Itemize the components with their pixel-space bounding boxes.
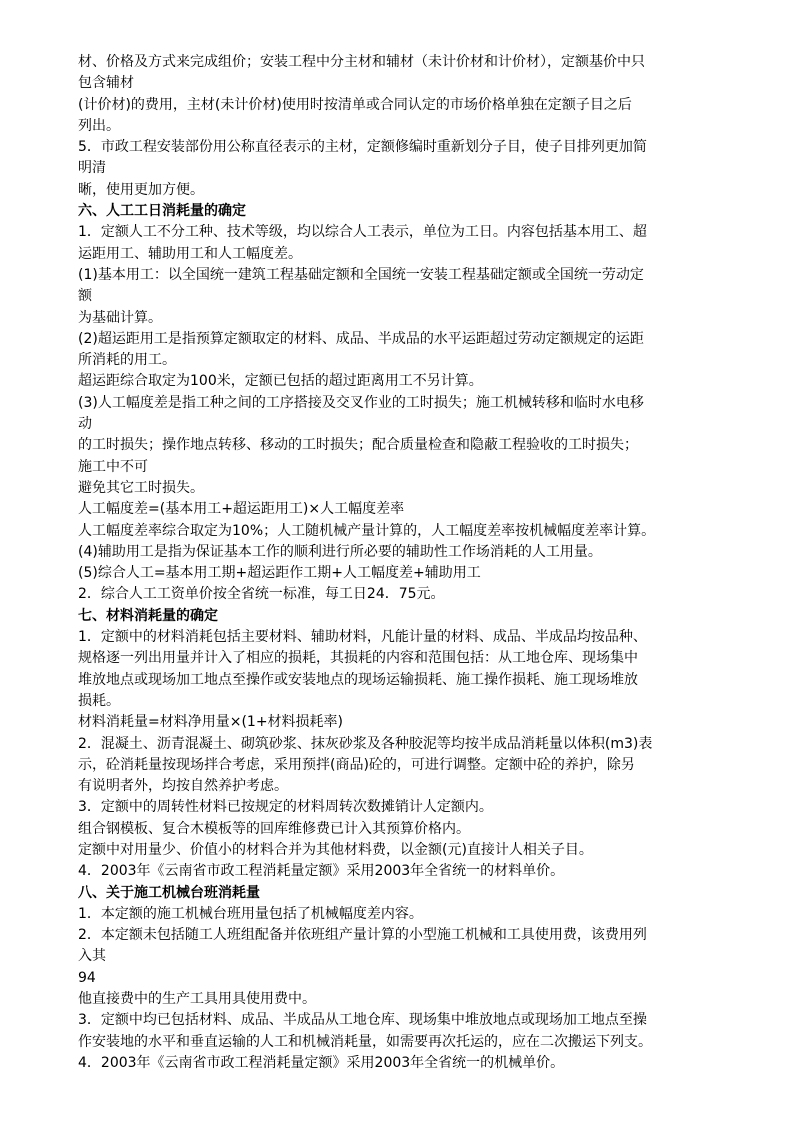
text-line: (3)人工幅度差是指工种之间的工序搭接及交叉作业的工时损失；施工机械转移和临时水电移: [78, 394, 644, 411]
text-line: 他直接费中的生产工具用具使用费中。: [78, 991, 316, 1008]
text-line: 2．本定额未包括随工人班组配备并依班组产量计算的小型施工机械和工具使用费，该费用列: [78, 927, 647, 944]
text-line: 动: [78, 416, 92, 433]
text-line: 材、价格及方式来完成组价；安装工程中分主材和辅材（未计价材和计价材），定额基价中只: [78, 54, 645, 70]
text-line: 施工中不可: [78, 458, 148, 475]
text-line: 组合钢模板、复合木模板等的回库维修费已计入其预算价格内。: [78, 820, 470, 837]
text-line: 定额中对用量少、价值小的材料合并为其他材料费，以金额(元)直接计人相关子目。: [78, 841, 593, 858]
section-heading: 七、材料消耗量的确定: [78, 607, 218, 624]
text-line: 运距用工、辅助用工和人工幅度差。: [78, 245, 302, 262]
text-line: 堆放地点或现场加工地点至操作或安装地点的现场运输损耗、施工操作损耗、施工现场堆放: [78, 671, 638, 688]
text-line: (计价材)的费用，主材(未计价材)使用时按清单或合同认定的市场价格单独在定额子目之后: [78, 96, 632, 113]
text-line: 有说明者外，均按自然养护考虑。: [78, 778, 288, 795]
text-line: 额: [78, 288, 92, 305]
text-line: 4．2003年《云南省市政工程消耗量定额》采用2003年全省统一的机械单价。: [78, 1054, 565, 1071]
text-line: 超运距综合取定为100米，定额已包括的超过距离用工不另计算。: [78, 373, 483, 390]
text-line: 明清: [78, 160, 106, 177]
text-line: 材料消耗量=材料净用量×(1+材料损耗率): [78, 714, 344, 731]
text-line: 入其: [78, 948, 106, 965]
text-line: 2．混凝土、沥青混凝土、砌筑砂浆、抹灰砂浆及各种胶泥等均按半成品消耗量以体积(m3)表: [78, 735, 653, 752]
document-page: [78, 52, 723, 1074]
text-line: 示，砼消耗量按现场拌合考虑，采用预拌(商品)砼的，可进行调整。定额中砼的养护，除另: [78, 756, 635, 773]
text-line: 避免其它工时损失。: [78, 479, 204, 496]
text-line: 1．定额人工不分工种、技术等级，均以综合人工表示，单位为工日。内容包括基本用工、超: [78, 224, 647, 241]
text-line: 的工时损失；操作地点转移、移动的工时损失；配合质量检查和隐蔽工程验收的工时损失；: [78, 437, 638, 454]
text-line: 4．2003年《云南省市政工程消耗量定额》采用2003年全省统一的材料单价。: [78, 863, 565, 880]
text-line: (4)辅助用工是指为保证基本工作的顺利进行所必要的辅助性工作场消耗的人工用量。: [78, 543, 602, 560]
section-heading: 六、人工工日消耗量的确定: [78, 203, 246, 220]
text-line: 3．定额中均已包括材料、成品、半成品从工地仓库、现场集中堆放地点或现场加工地点至操: [78, 1012, 647, 1029]
text-line: 规格逐一列出用量并计入了相应的损耗，其损耗的内容和范围包括：从工地仓库、现场集中: [78, 650, 638, 667]
text-line: 2．综合人工工资单价按全省统一标准，每工日24．75元。: [78, 586, 445, 603]
text-line: 人工幅度差=(基本用工+超运距用工)×人工幅度差率: [78, 501, 405, 518]
text-line: 列出。: [78, 117, 120, 134]
text-line: 1．本定额的施工机械台班用量包括了机械幅度差内容。: [78, 905, 423, 922]
text-line: 3．定额中的周转性材料已按规定的材料周转次数摊销计人定额内。: [78, 799, 493, 816]
text-line: 人工幅度差率综合取定为10%；人工随机械产量计算的，人工幅度差率按机械幅度差率计算。: [78, 522, 656, 539]
text-line: 94: [78, 969, 96, 986]
text-line: (1)基本用工：以全国统一建筑工程基础定额和全国统一安装工程基础定额或全国统一劳动定: [78, 266, 644, 283]
text-line: (5)综合人工=基本用工期+超运距作工期+人工幅度差+辅助用工: [78, 565, 481, 582]
text-line: 所消耗的用工。: [78, 352, 176, 369]
text-line: (2)超运距用工是指预算定额取定的材料、成品、半成品的水平运距超过劳动定额规定的运距: [78, 330, 644, 347]
section-heading: 八、关于施工机械台班消耗量: [78, 884, 260, 901]
text-line: 包含辅材: [78, 75, 134, 92]
text-line: 5．市政工程安装部份用公称直径表示的主材，定额修编时重新划分子目，使子目排列更加简: [78, 139, 647, 156]
text-line: 晰，使用更加方便。: [78, 181, 204, 198]
text-line: 为基础计算。: [78, 309, 162, 326]
text-line: 1．定额中的材料消耗包括主要材料、辅助材料，凡能计量的材料、成品、半成品均按品种、: [78, 629, 647, 646]
text-line: 作安装地的水平和垂直运输的人工和机械消耗量，如需要再次托运的，应在二次搬运下列支。: [78, 1033, 652, 1050]
text-line: 损耗。: [78, 692, 120, 709]
